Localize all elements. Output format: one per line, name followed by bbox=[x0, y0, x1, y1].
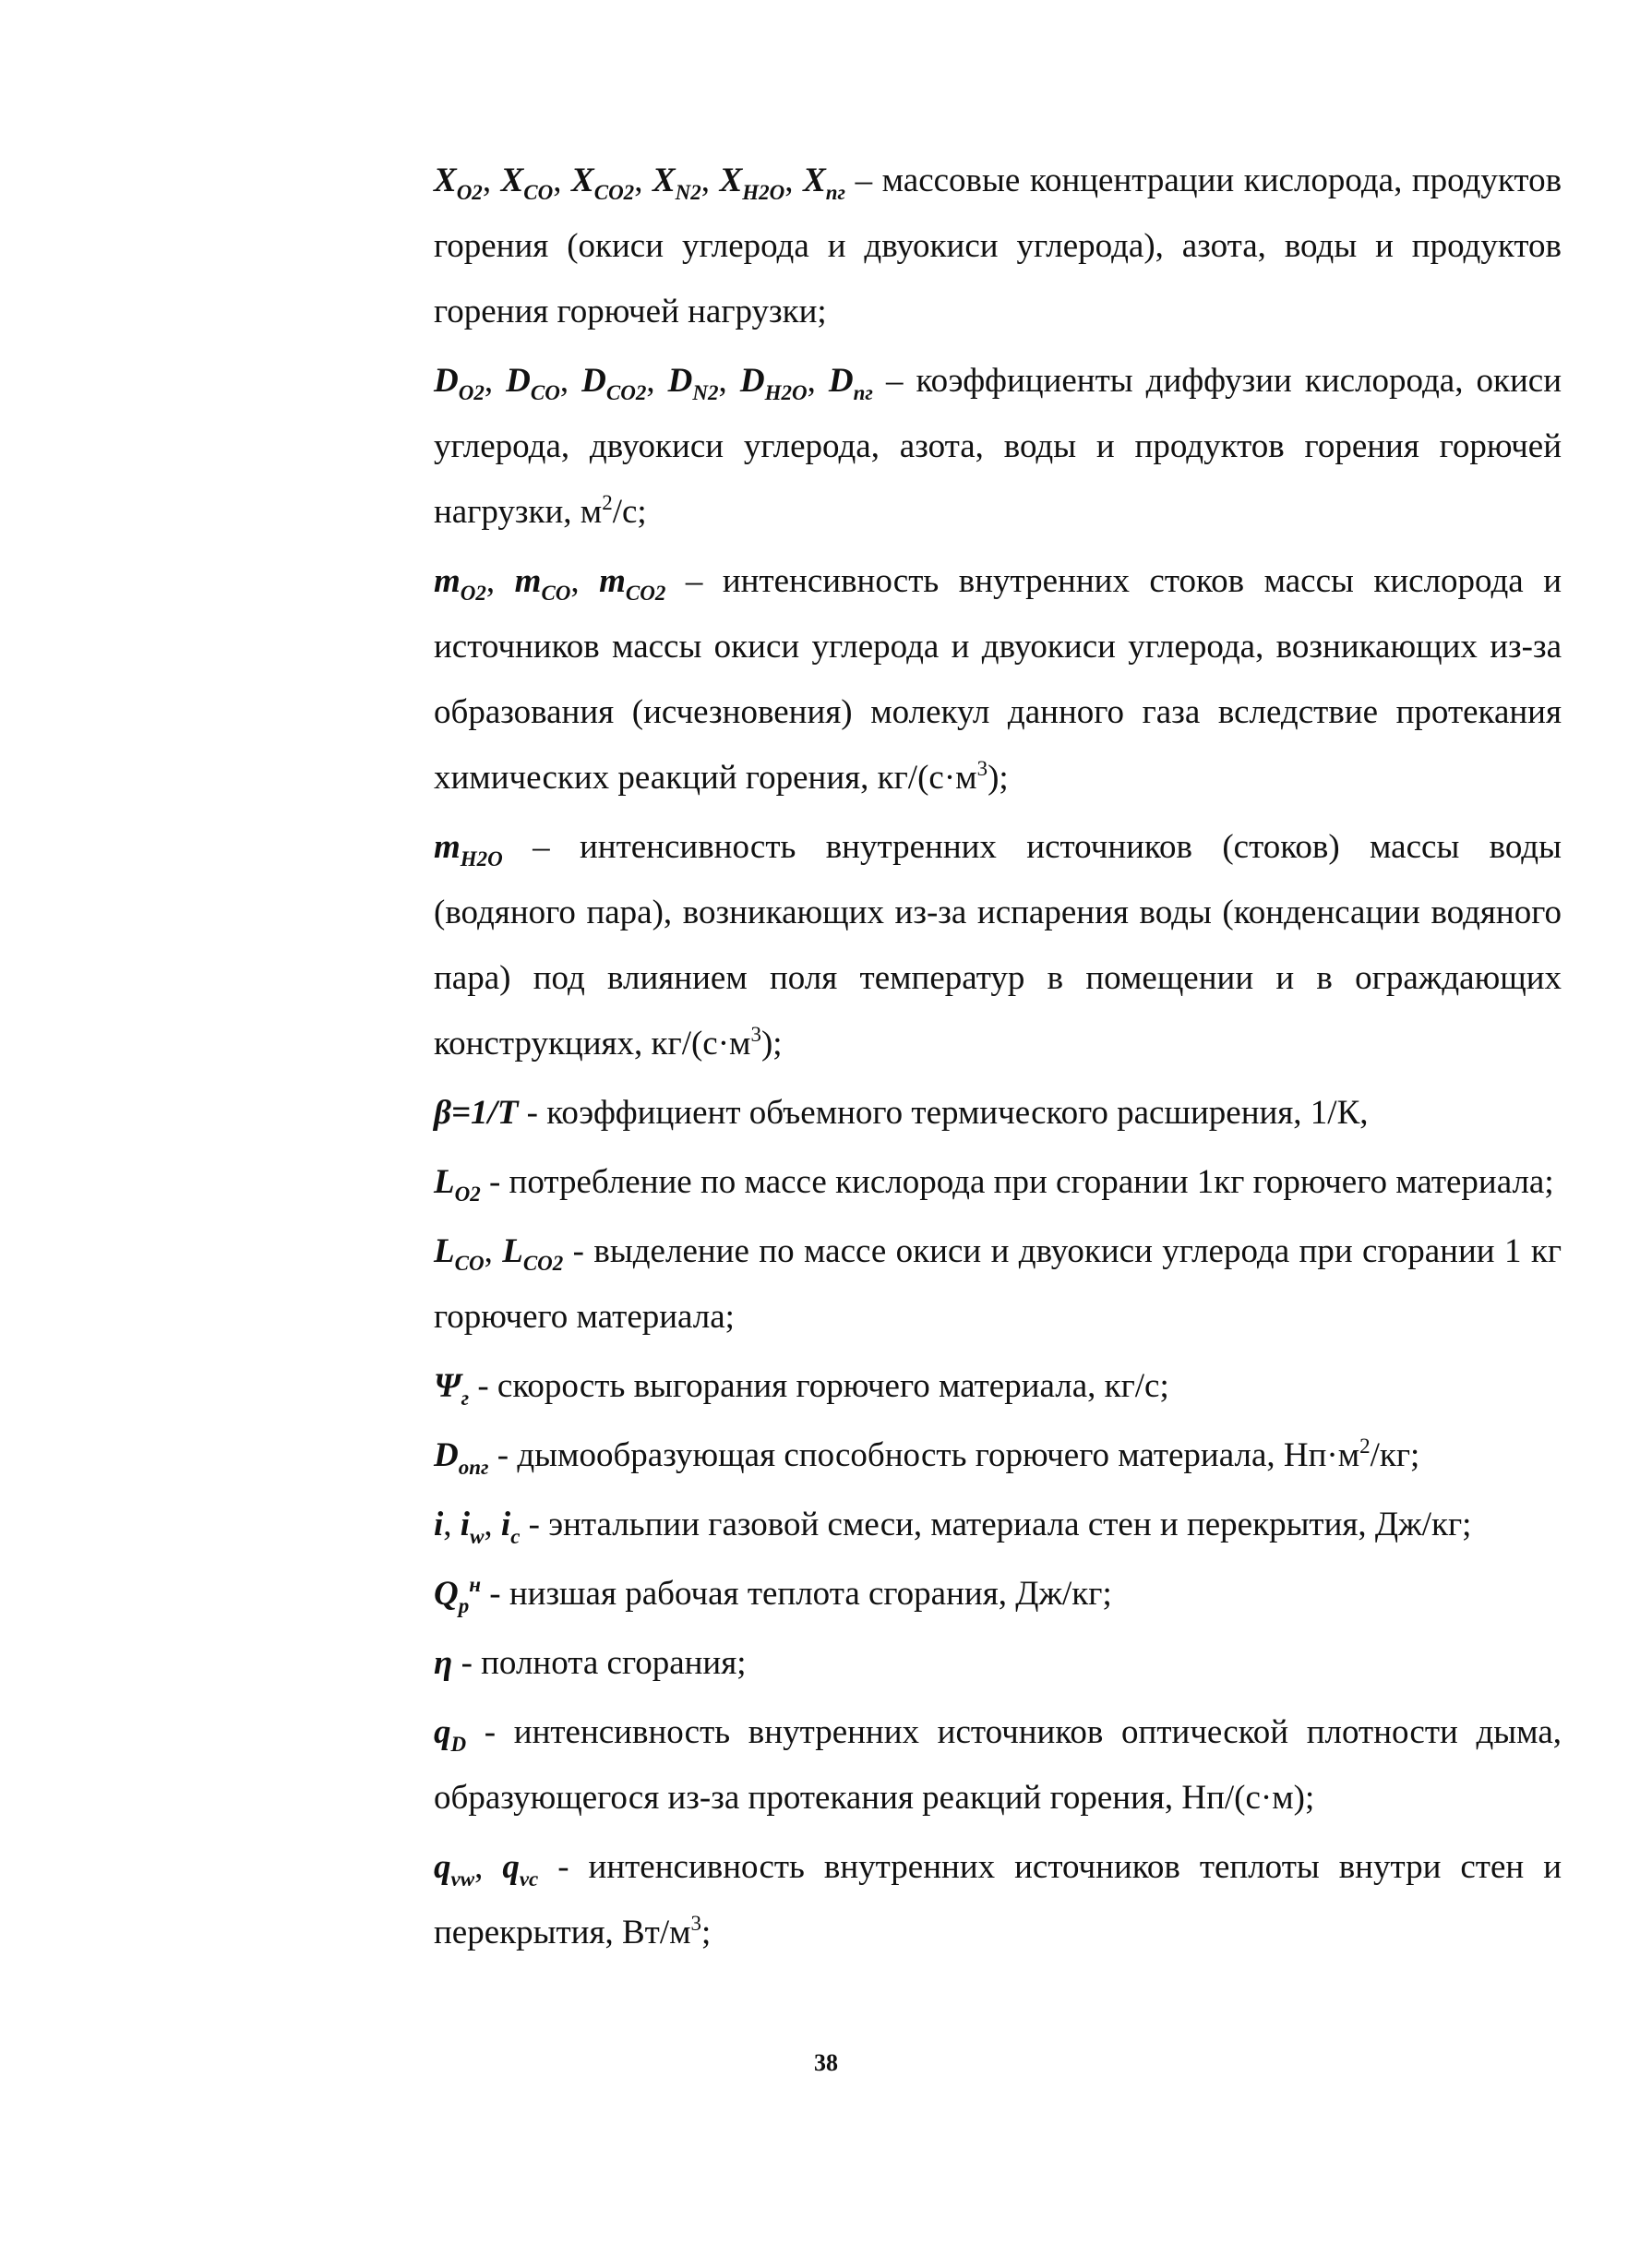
definition-item bbox=[434, 1149, 1562, 1215]
definition-text: – интенсивность внутренних стоков массы кислорода и источников массы окиси углерода и двуокиси углерода, возникающих из-за образования (исчезновения) молекул данного газа вследствие протекания химических реакций горения, кг/(с·м bbox=[434, 562, 1562, 797]
math-symbol-base: D bbox=[434, 362, 459, 400]
symbol-separator: , bbox=[807, 362, 829, 400]
math-symbol bbox=[828, 362, 873, 404]
math-symbol-subscript: H2O bbox=[742, 181, 785, 204]
math-symbol bbox=[581, 362, 647, 404]
definition-symbols bbox=[434, 828, 503, 870]
definition-item bbox=[434, 1834, 1562, 1965]
symbol-separator: , bbox=[634, 162, 652, 199]
definition-item bbox=[434, 1423, 1562, 1488]
symbol-separator: , bbox=[485, 562, 515, 600]
math-symbol bbox=[460, 1506, 485, 1548]
definition-item bbox=[434, 1080, 1562, 1146]
math-symbol-base: D bbox=[828, 362, 854, 400]
definition-symbols bbox=[434, 1094, 518, 1132]
math-symbol bbox=[500, 1506, 521, 1548]
math-symbol-subscript: N2 bbox=[692, 381, 719, 404]
definition-symbols bbox=[434, 1232, 564, 1275]
math-symbol bbox=[434, 1094, 518, 1132]
math-symbol-subscript: CO2 bbox=[625, 582, 666, 605]
math-symbol-base: m bbox=[599, 562, 626, 600]
definition-text: - полнота сгорания; bbox=[452, 1644, 747, 1682]
math-symbol-subscript: CO bbox=[523, 181, 554, 204]
math-symbol-subscript: O2 bbox=[456, 181, 483, 204]
math-symbol bbox=[434, 1232, 485, 1275]
math-symbol bbox=[739, 362, 808, 404]
math-symbol-superscript: н bbox=[469, 1573, 482, 1596]
math-symbol-subscript: w bbox=[470, 1525, 485, 1548]
math-symbol-base: i bbox=[434, 1506, 444, 1543]
definition-symbols bbox=[434, 1573, 482, 1617]
math-symbol-base: X bbox=[500, 162, 524, 199]
math-symbol-base: D bbox=[581, 362, 606, 400]
page-number: 38 bbox=[814, 2049, 838, 2076]
math-symbol-subscript: CO bbox=[541, 582, 571, 605]
definition-item bbox=[434, 548, 1562, 810]
math-symbol bbox=[434, 1163, 481, 1206]
definition-item bbox=[434, 814, 1562, 1076]
math-symbol-base: q bbox=[434, 1713, 451, 1751]
math-symbol bbox=[434, 1713, 467, 1756]
unit-superscript: 3 bbox=[750, 1023, 761, 1046]
symbol-separator: , bbox=[700, 162, 720, 199]
unit-superscript: 2 bbox=[602, 491, 613, 514]
definition-text: - скорость выгорания горючего материала, кг/с; bbox=[469, 1367, 1169, 1405]
symbol-separator: , bbox=[553, 162, 572, 199]
math-symbol-base: m bbox=[434, 562, 461, 600]
math-symbol-subscript: CO2 bbox=[522, 1252, 564, 1275]
definition-text: - коэффициент объемного термического расширения, 1/К, bbox=[518, 1094, 1369, 1132]
definition-symbols bbox=[434, 1713, 467, 1756]
math-symbol bbox=[434, 362, 485, 404]
math-symbol-base: X bbox=[652, 162, 676, 199]
math-symbol bbox=[434, 562, 486, 605]
math-symbol-subscript: пг bbox=[853, 381, 873, 404]
math-symbol-base: X bbox=[719, 162, 743, 199]
math-symbol bbox=[434, 1848, 475, 1891]
math-symbol bbox=[434, 162, 483, 204]
definition-text: - выделение по массе окиси и двуокиси углерода при сгорании 1 кг горючего материала; bbox=[434, 1232, 1562, 1336]
math-symbol bbox=[514, 562, 571, 605]
definition-item bbox=[434, 1353, 1562, 1419]
definition-symbols bbox=[434, 1367, 470, 1410]
definition-symbols bbox=[434, 1506, 521, 1548]
symbol-separator: , bbox=[484, 1232, 503, 1270]
math-symbol-base: η bbox=[434, 1644, 453, 1682]
unit-superscript: 3 bbox=[690, 1912, 702, 1935]
definition-text: - интенсивность внутренних источников теплоты внутри стен и перекрытия, Вт/м bbox=[434, 1848, 1562, 1951]
math-symbol-subscript: CO2 bbox=[593, 181, 635, 204]
math-symbol bbox=[571, 162, 635, 204]
definition-text: – массовые концентрации кислорода, продуктов горения (окиси углерода и двуокиси углерода), азота, воды и продуктов горения горючей нагрузки; bbox=[434, 162, 1562, 330]
symbol-separator: , bbox=[443, 1506, 461, 1543]
definition-text: - энтальпии газовой смеси, материала стен и перекрытия, Дж/кг; bbox=[520, 1506, 1472, 1543]
unit-superscript: 3 bbox=[976, 757, 988, 780]
math-symbol-base: Ψ bbox=[434, 1367, 461, 1405]
math-symbol-subscript: N2 bbox=[675, 181, 701, 204]
math-symbol bbox=[434, 1573, 482, 1617]
definition-symbols bbox=[434, 1644, 452, 1682]
definition-symbols bbox=[434, 362, 873, 404]
math-symbol-base: X bbox=[434, 162, 457, 199]
symbol-separator: , bbox=[570, 562, 600, 600]
definition-item bbox=[434, 1630, 1562, 1696]
math-symbol-subscript: vw bbox=[450, 1867, 475, 1891]
unit-superscript: 2 bbox=[1359, 1435, 1371, 1458]
math-symbol-subscript: р bbox=[458, 1594, 470, 1617]
math-symbol bbox=[719, 162, 785, 204]
definition-item bbox=[434, 1219, 1562, 1350]
math-symbol-subscript: г bbox=[461, 1387, 470, 1410]
math-symbol bbox=[434, 1436, 489, 1479]
math-symbol-subscript: O2 bbox=[458, 381, 485, 404]
math-symbol-base: D bbox=[434, 1436, 459, 1474]
definition-symbols bbox=[434, 162, 846, 204]
definition-item bbox=[434, 1699, 1562, 1831]
definition-text-tail: ; bbox=[701, 1914, 712, 1951]
math-symbol-subscript: CO2 bbox=[605, 381, 647, 404]
symbol-separator: , bbox=[784, 162, 804, 199]
math-symbol-subscript: c bbox=[510, 1525, 521, 1548]
definition-text-tail: ); bbox=[988, 759, 1009, 797]
math-symbol-base: L bbox=[434, 1232, 455, 1270]
math-symbol bbox=[652, 162, 701, 204]
math-symbol-base: D bbox=[506, 362, 531, 400]
math-symbol-base: L bbox=[434, 1163, 455, 1201]
math-symbol bbox=[434, 828, 503, 870]
math-symbol-subscript: D bbox=[450, 1733, 467, 1756]
math-symbol-base: q bbox=[502, 1848, 520, 1886]
math-symbol-base: D bbox=[739, 362, 765, 400]
definition-symbols bbox=[434, 1163, 481, 1206]
definition-item bbox=[434, 348, 1562, 545]
definition-text-tail: /кг; bbox=[1370, 1436, 1420, 1474]
math-symbol bbox=[599, 562, 666, 605]
math-symbol-base: m bbox=[434, 828, 461, 866]
math-symbol bbox=[434, 1367, 470, 1410]
math-symbol-base: Q bbox=[434, 1575, 459, 1613]
symbol-separator: , bbox=[646, 362, 668, 400]
math-symbol-subscript: vc bbox=[519, 1867, 539, 1891]
definition-symbols bbox=[434, 562, 666, 605]
math-symbol-subscript: H2O bbox=[764, 381, 808, 404]
math-symbol-subscript: пг bbox=[825, 181, 846, 204]
math-symbol bbox=[502, 1232, 564, 1275]
math-symbol-subscript: O2 bbox=[460, 582, 486, 605]
math-symbol-base: m bbox=[514, 562, 542, 600]
math-symbol bbox=[506, 362, 560, 404]
definition-item bbox=[434, 1561, 1562, 1627]
definition-text-tail: ); bbox=[760, 1025, 783, 1062]
math-symbol-subscript: опг bbox=[458, 1456, 489, 1479]
symbol-separator: , bbox=[484, 362, 507, 400]
definitions-list bbox=[434, 148, 1562, 1969]
math-symbol-base: L bbox=[502, 1232, 523, 1270]
math-symbol-base: q bbox=[434, 1848, 451, 1886]
definition-text-tail: /с; bbox=[612, 493, 647, 531]
definition-item bbox=[434, 1492, 1562, 1557]
math-symbol-base: D bbox=[667, 362, 693, 400]
math-symbol bbox=[502, 1848, 539, 1891]
math-symbol bbox=[500, 162, 554, 204]
math-symbol-subscript: H2O bbox=[460, 847, 503, 870]
symbol-separator: , bbox=[559, 362, 582, 400]
math-symbol bbox=[803, 162, 846, 204]
symbol-separator: , bbox=[474, 1848, 503, 1886]
math-symbol-base: X bbox=[571, 162, 594, 199]
math-symbol-base: i bbox=[460, 1506, 471, 1543]
math-symbol bbox=[434, 1506, 443, 1543]
definition-text: - потребление по массе кислорода при сгорании 1кг горючего материала; bbox=[480, 1163, 1554, 1201]
math-symbol bbox=[667, 362, 719, 404]
definition-symbols bbox=[434, 1436, 489, 1479]
math-symbol-subscript: CO bbox=[530, 381, 560, 404]
math-symbol-base: i bbox=[500, 1506, 511, 1543]
definition-item bbox=[434, 148, 1562, 344]
definition-symbols bbox=[434, 1848, 539, 1891]
definition-text: - низшая рабочая теплота сгорания, Дж/кг; bbox=[481, 1575, 1112, 1613]
symbol-separator: , bbox=[718, 362, 740, 400]
math-symbol-base: β=1/T bbox=[434, 1094, 519, 1132]
definition-text: – интенсивность внутренних источников (стоков) массы воды (водяного пара), возникающих из-за испарения воды (конденсации водяного пара) под влиянием поля температур в помещении и в ограждающих конструкциях, кг/(с·м bbox=[434, 828, 1562, 1062]
math-symbol-subscript: CO bbox=[454, 1252, 485, 1275]
math-symbol bbox=[434, 1644, 452, 1682]
symbol-separator: , bbox=[484, 1506, 501, 1543]
definition-text: – коэффициенты диффузии кислорода, окиси углерода, двуокиси углерода, азота, воды и продуктов горения горючей нагрузки, м bbox=[434, 362, 1562, 531]
symbol-separator: , bbox=[482, 162, 501, 199]
definition-text: - интенсивность внутренних источников оптической плотности дыма, образующегося из-за протекания реакций горения, Нп/(с·м); bbox=[434, 1713, 1562, 1817]
math-symbol-subscript: O2 bbox=[454, 1183, 481, 1206]
math-symbol-base: X bbox=[803, 162, 826, 199]
definition-text: - дымообразующая способность горючего материала, Нп·м bbox=[488, 1436, 1360, 1474]
